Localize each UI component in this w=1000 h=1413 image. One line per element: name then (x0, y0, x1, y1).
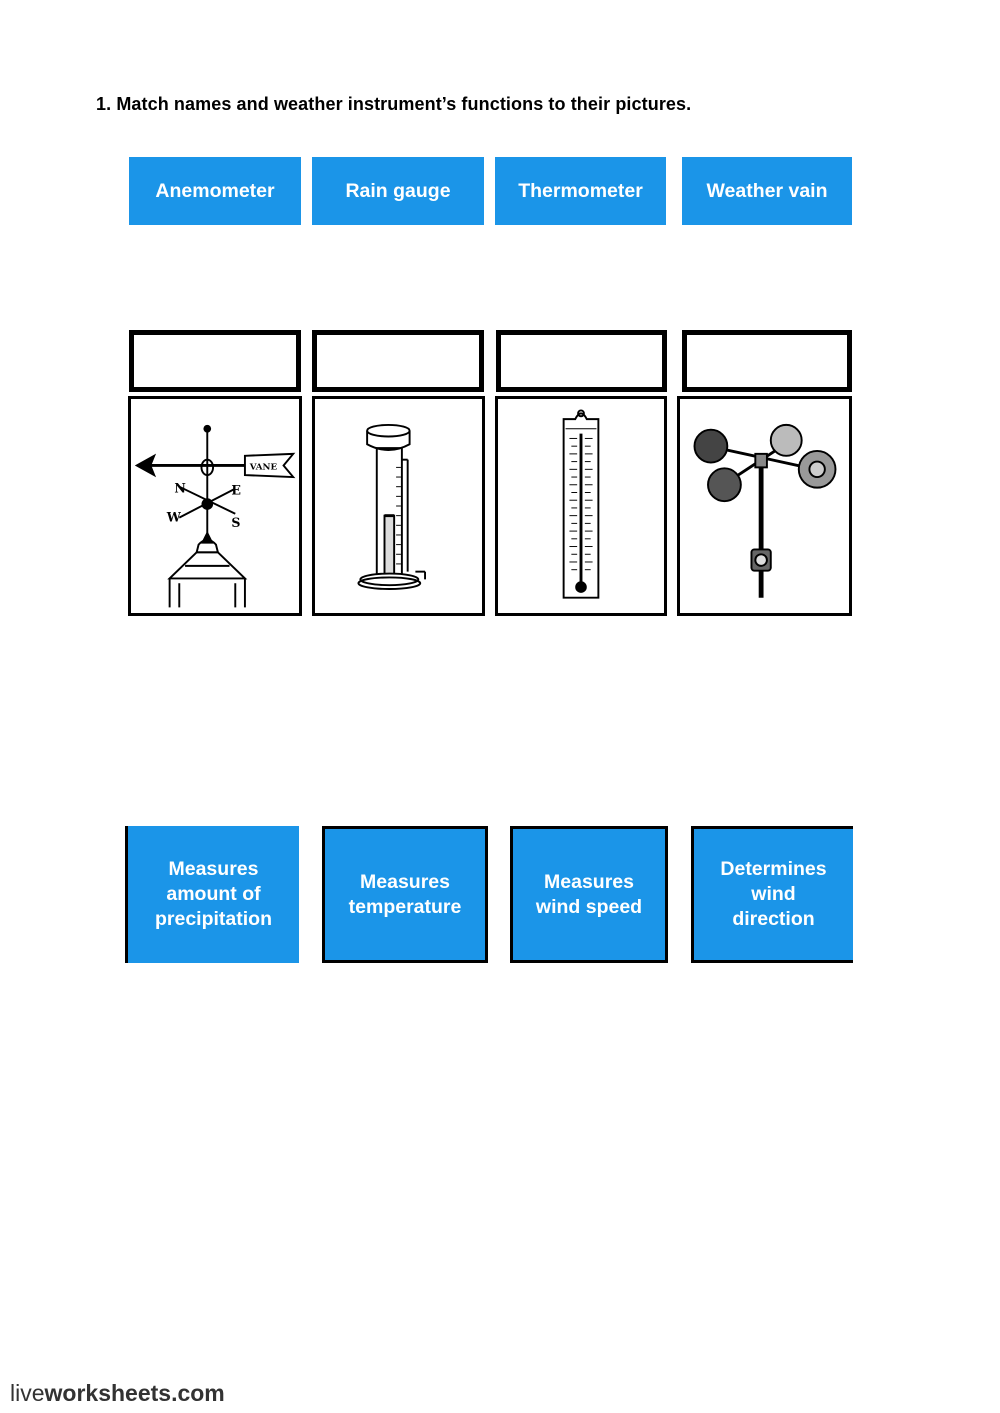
rain-gauge-icon (315, 399, 482, 613)
rain-gauge-picture (312, 396, 485, 616)
name-tile-thermometer[interactable]: Thermometer (495, 157, 666, 225)
function-tile-temperature[interactable] (322, 826, 488, 963)
compass-n: N (174, 480, 186, 496)
thermometer-icon (498, 399, 664, 613)
instructions: 1. Match names and weather instrument’s functions to their pictures. (96, 94, 692, 114)
thermometer-picture (495, 396, 667, 616)
answer-box-3[interactable] (496, 330, 667, 392)
function-tile-precipitation[interactable] (125, 826, 299, 963)
weather-vane-icon (131, 399, 299, 613)
answer-box-1[interactable] (129, 330, 301, 392)
anemometer-picture (677, 396, 852, 616)
function-text: Measures wind speed (535, 870, 643, 918)
weather-vane-picture (128, 396, 302, 616)
name-tile-anemometer[interactable]: Anemometer (129, 157, 301, 225)
anemometer-icon (680, 399, 849, 613)
answer-box-2[interactable] (312, 330, 484, 392)
answer-box-4[interactable] (682, 330, 852, 392)
compass-s: S (231, 515, 241, 531)
logo-light: live (10, 1380, 45, 1406)
function-tile-wind-speed[interactable] (510, 826, 668, 963)
name-tile-weather-vain[interactable]: Weather vain (682, 157, 852, 225)
liveworksheets-logo[interactable] (10, 1380, 225, 1407)
function-text: Measures amount of precipitation (154, 858, 272, 930)
name-tile-rain-gauge[interactable]: Rain gauge (312, 157, 484, 225)
function-text: Determines wind direction (720, 858, 827, 930)
vane-label: VANE (249, 462, 278, 473)
function-tile-wind-direction[interactable] (691, 826, 853, 963)
compass-e: E (231, 482, 241, 498)
compass-w: W (166, 509, 181, 525)
function-text: Measures temperature (348, 870, 462, 918)
logo-bold: worksheets.com (44, 1380, 225, 1406)
